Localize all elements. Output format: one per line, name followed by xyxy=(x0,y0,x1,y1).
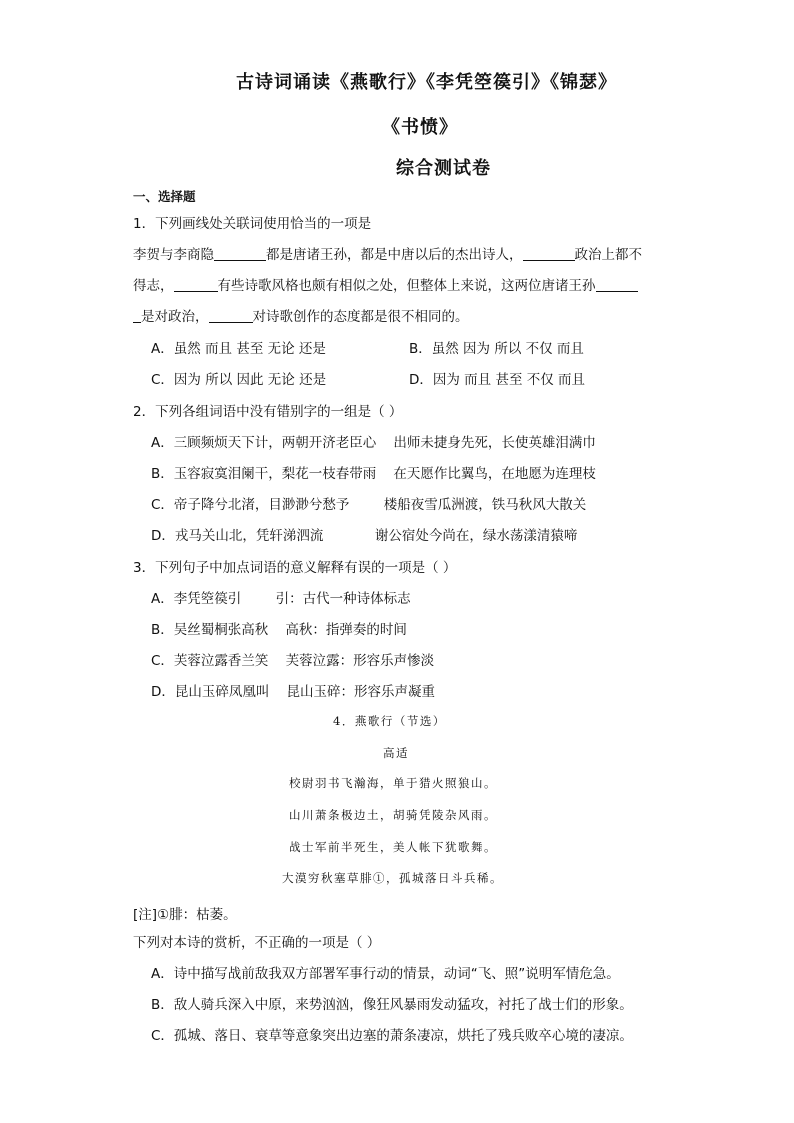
blank-4 xyxy=(596,277,638,292)
q2-option-d[interactable]: D．戎马关山北，凭轩涕泗流 谢公宿处今尚在，绿水荡漾清猿啼 xyxy=(151,528,578,544)
poem-line-1: 校尉羽书飞瀚海，单于猎火照狼山。 xyxy=(289,776,497,790)
q4-option-a[interactable]: A．诗中描写战前敌我双方部署军事行动的情景，动词“飞、照”说明军情危急。 xyxy=(151,966,620,982)
q4-option-c[interactable]: C．孤城、落日、衰草等意象突出边塞的萧条凄凉，烘托了残兵败卒心境的凄凉。 xyxy=(151,1028,633,1044)
blank-2 xyxy=(523,246,575,261)
q1-passage-line-1: 李贺与李商隐 都是唐诸王孙，都是中唐以后的杰出诗人， 政治上都不 xyxy=(133,247,642,263)
q3-option-b[interactable]: B．吴丝蜀桐张高秋 高秋：指弹奏的时间 xyxy=(151,622,407,638)
q3-option-c[interactable]: C．芙蓉泣露香兰笑 芙蓉泣露：形容乐声惨淡 xyxy=(151,653,435,669)
q2-stem: 2．下列各组词语中没有错别字的一组是（ ） xyxy=(133,404,403,420)
poem-line-3: 战士军前半死生，美人帐下犹歌舞。 xyxy=(289,840,497,854)
page-subtitle: 综合测试卷 xyxy=(396,158,491,179)
poem-author: 高适 xyxy=(383,746,409,760)
poem-line-4: 大漠穷秋塞草腓①，孤城落日斗兵稀。 xyxy=(282,871,503,885)
q1-option-c[interactable]: C．因为 所以 因此 无论 还是 xyxy=(151,372,327,388)
q1-option-d[interactable]: D．因为 而且 甚至 不仅 而且 xyxy=(409,372,586,388)
q1-option-a[interactable]: A．虽然 而且 甚至 无论 还是 xyxy=(151,341,326,357)
q4-option-b[interactable]: B．敌人骑兵深入中原，来势汹汹，像狂风暴雨发动猛攻，衬托了战士们的形象。 xyxy=(151,997,633,1013)
q3-option-a[interactable]: A．李凭箜篌引 引：古代一种诗体标志 xyxy=(151,591,411,607)
page-title-line-2: 《书愤》 xyxy=(382,117,458,138)
q1-passage-line-3: 是对政治， 对诗歌创作的态度都是很不相同的。 xyxy=(133,305,469,325)
q3-stem: 3．下列句子中加点词语的意义解释有误的一项是（ ） xyxy=(133,560,457,576)
poem-note: [注]①腓：枯萎。 xyxy=(133,907,237,923)
q1-stem: 1．下列画线处关联词使用恰当的一项是 xyxy=(133,216,372,232)
blank-5 xyxy=(209,308,253,323)
q2-option-c[interactable]: C．帝子降兮北渚，目渺渺兮愁予 楼船夜雪瓜洲渡，铁马秋风大散关 xyxy=(151,497,587,513)
q4-stem: 下列对本诗的赏析，不正确的一项是（ ） xyxy=(133,935,381,951)
q1-option-b[interactable]: B．虽然 因为 所以 不仅 而且 xyxy=(409,341,584,357)
q2-option-a[interactable]: A．三顾频烦天下计，两朝开济老臣心 出师未捷身先死，长使英雄泪满巾 xyxy=(151,435,596,451)
q3-option-d[interactable]: D．昆山玉碎凤凰叫 昆山玉碎：形容乐声凝重 xyxy=(151,684,436,700)
section-heading: 一、选择题 xyxy=(133,189,196,204)
q2-option-b[interactable]: B．玉容寂寞泪阑干，梨花一枝春带雨 在天愿作比翼鸟，在地愿为连理枝 xyxy=(151,466,596,482)
page-title-line-1: 古诗词诵读《燕歌行》《李凭箜篌引》《锦瑟》 xyxy=(236,72,617,93)
q1-passage-line-2: 得志， 有些诗歌风格也颇有相似之处，但整体上来说，这两位唐诸王孙 xyxy=(133,274,638,294)
poem-title: 4．燕歌行（节选） xyxy=(333,714,446,728)
blank-1 xyxy=(214,246,266,261)
blank-4-cont xyxy=(133,308,141,323)
poem-line-2: 山川萧条极边土，胡骑凭陵杂风雨。 xyxy=(289,808,497,822)
blank-3 xyxy=(174,277,218,292)
